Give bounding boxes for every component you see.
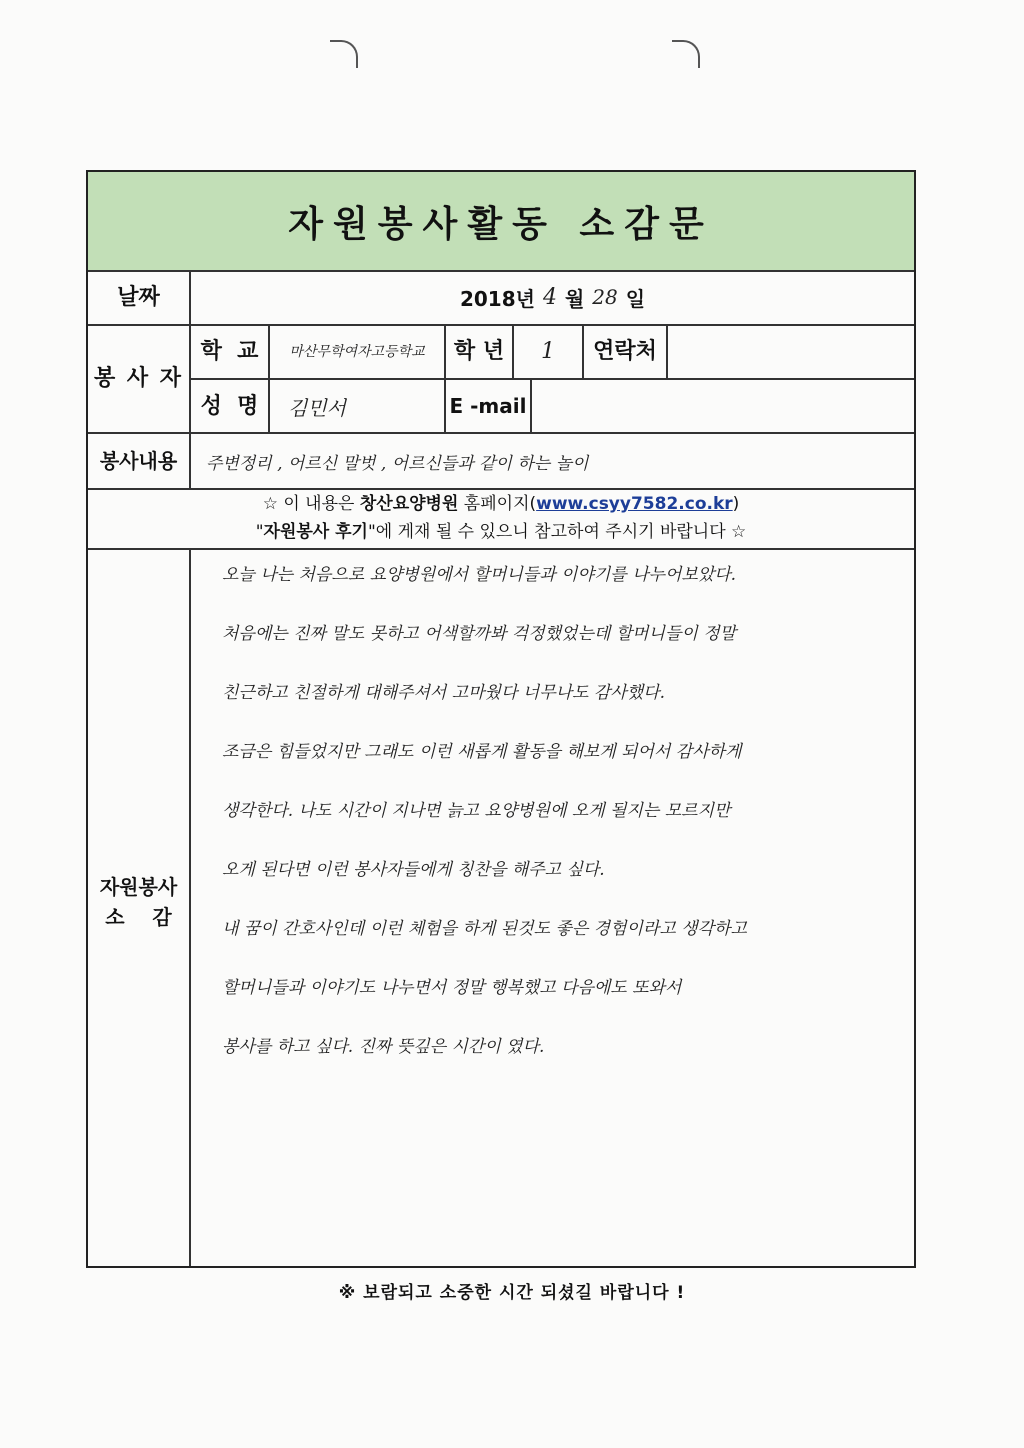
notice-line-2 [88, 518, 914, 546]
date-label: 날짜 [117, 284, 160, 310]
email-label: E -mail [449, 394, 527, 418]
essay-line: 내 꿈이 간호사인데 이런 체험을 하게 된것도 좋은 경험이라고 생각하고 [222, 919, 747, 939]
column-divider [268, 324, 270, 432]
reflection-label [88, 852, 189, 952]
essay-line: 오게 된다면 이런 봉사자들에게 칭찬을 해주고 싶다. [222, 860, 605, 880]
essay-line: 처음에는 진짜 말도 못하고 어색할까봐 걱정했었는데 할머니들이 정말 [222, 624, 737, 644]
column-divider [189, 548, 191, 1266]
date-year: 2018년 [459, 286, 535, 311]
essay-line: 조금은 힘들었지만 그래도 이런 새롭게 활동을 해보게 되어서 감사하게 [222, 742, 742, 762]
notice [88, 490, 914, 548]
row-divider [88, 548, 914, 550]
essay-line: 생각한다. 나도 시간이 지나면 늙고 요양병원에 오게 될지는 모르지만 [222, 801, 731, 821]
star-icon: ☆ [731, 522, 747, 542]
star-icon: ☆ [262, 494, 278, 514]
date-day-unit: 일 [625, 286, 646, 311]
review-section-name: 자원봉사 후기 [263, 522, 368, 542]
date-field[interactable] [191, 270, 914, 324]
grade-label: 학 년 [453, 338, 505, 364]
hospital-url-link[interactable]: www.csyy7582.co.kr [536, 494, 733, 514]
volunteer-label: 봉 사 자 [93, 365, 184, 391]
content-value[interactable]: 주변정리 , 어르신 말벗 , 어르신들과 같이 하는 놀이 [206, 453, 589, 474]
name-value[interactable]: 김민서 [288, 395, 346, 420]
date-month-unit: 월 [564, 286, 585, 311]
punch-hole-mark [330, 40, 358, 68]
footer-note: ※ 보람되고 소중한 시간 되셨길 바랍니다 ! [338, 1283, 686, 1303]
volunteer-report-form [86, 170, 916, 1268]
reflection-text-area[interactable] [222, 562, 902, 1093]
hospital-name: 창산요양병원 [359, 494, 459, 514]
notice-text: "에 게재 될 수 있으니 참고하여 주시기 바랍니다 [367, 522, 726, 542]
notice-line-1 [88, 490, 914, 518]
essay-line: 친근하고 친절하게 대해주셔서 고마웠다 너무나도 감사했다. [222, 683, 665, 703]
punch-hole-mark [672, 40, 700, 68]
contact-label: 연락처 [593, 338, 657, 364]
date-day: 28 [592, 285, 618, 309]
title-band [88, 172, 914, 272]
page-title: 자원봉사활동 소감문 [288, 203, 714, 245]
essay-line: 오늘 나는 처음으로 요양병원에서 할머니들과 이야기를 나누어보았다. [222, 565, 737, 585]
date-month: 4 [542, 284, 557, 310]
notice-text: " [255, 522, 264, 542]
essay-line: 봉사를 하고 싶다. 진짜 뜻깊은 시간이 였다. [222, 1037, 545, 1057]
notice-text: ) [732, 494, 740, 514]
reflection-label-line: 소 감 [105, 905, 172, 929]
essay-line: 할머니들과 이야기도 나누면서 정말 행복했고 다음에도 또와서 [222, 978, 682, 998]
notice-text: 이 내용은 [283, 494, 355, 514]
email-field[interactable] [532, 380, 914, 432]
contact-field[interactable] [668, 324, 914, 378]
reflection-label-line: 자원봉사 [99, 875, 178, 899]
school-label: 학 교 [200, 338, 259, 364]
school-value[interactable]: 마산무학여자고등학교 [289, 344, 425, 360]
name-label: 성 명 [200, 393, 259, 419]
notice-text: 홈페이지( [463, 494, 537, 514]
grade-value[interactable]: 1 [541, 338, 555, 364]
content-label: 봉사내용 [99, 449, 178, 473]
